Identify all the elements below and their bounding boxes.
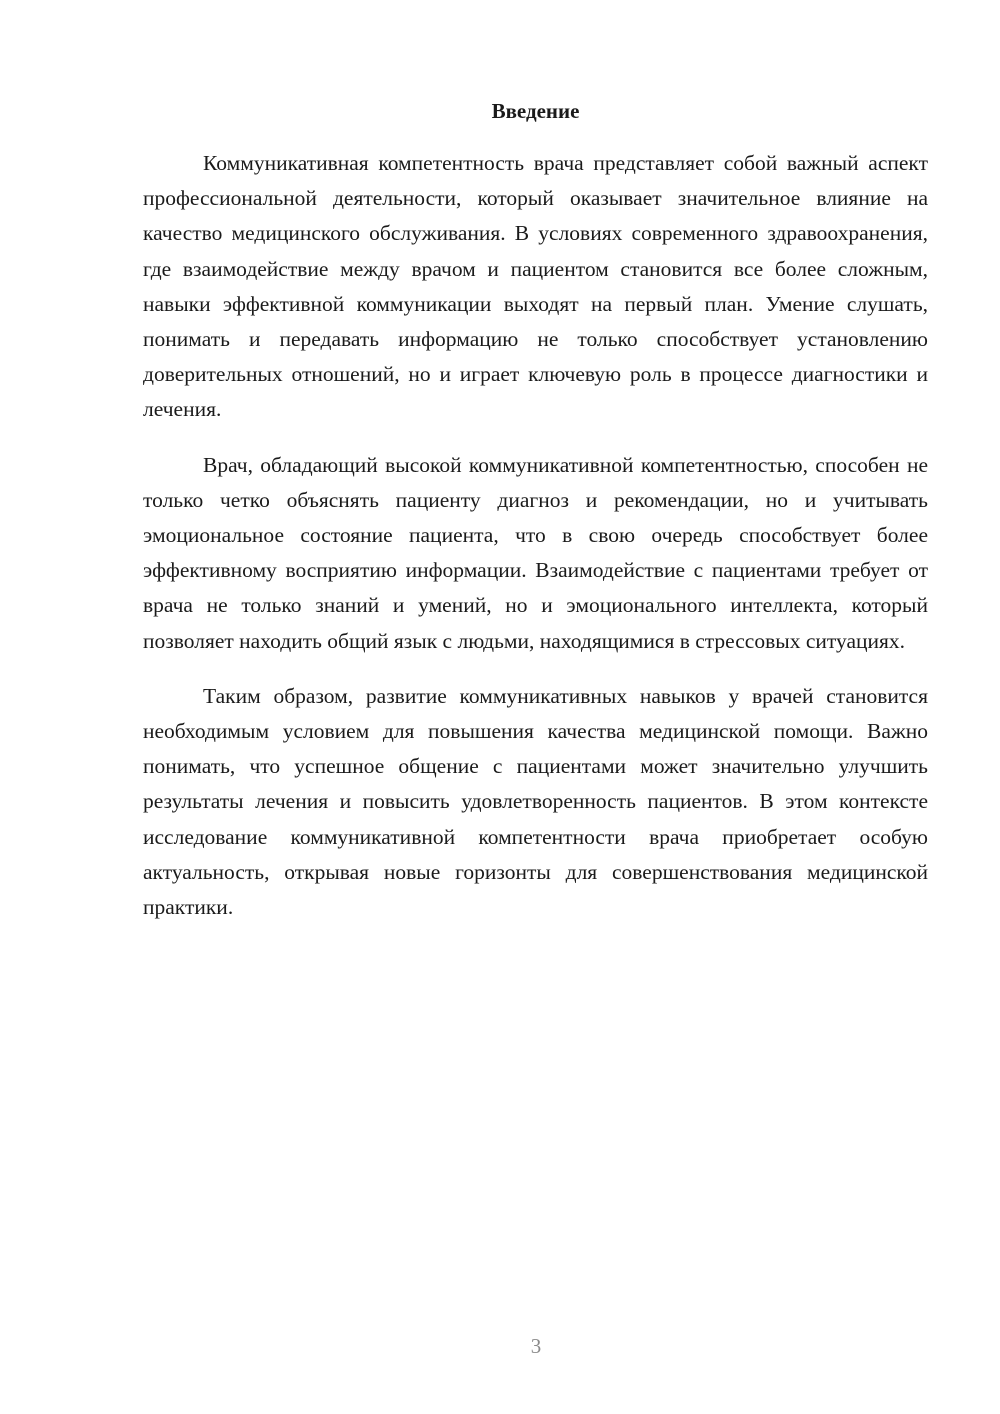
page-number: 3	[530, 1334, 542, 1358]
paragraph-2: Врач, обладающий высокой коммуникативной компетентностью, способен не только четко объяснять пациенту диагноз и рекомендации, но и учитывать эмоциональное состояние пациента, что в свою очередь способствует более эффективному восприятию информации. Взаимодействие с пациентами требует от врача не только знаний и умений, но и эмоционального интеллекта, который позволяет находить общий язык с людьми, находящимися в стрессовых ситуациях.	[143, 452, 928, 653]
paragraph-3: Таким образом, развитие коммуникативных навыков у врачей становится необходимым условием для повышения качества медицинской помощи. Важно понимать, что успешное общение с пациентами может значительно улучшить результаты лечения и повысить удовлетворенность пациентов. В этом контексте исследование коммуникативной компетентности врача приобретает особую актуальность, открывая новые горизонты для совершенствования медицинской практики.	[143, 683, 928, 920]
paragraph-1: Коммуникативная компетентность врача представляет собой важный аспект профессиональной деятельности, который оказывает значительное влияние на качество медицинского обслуживания. В условиях современного здравоохранения, где взаимодействие между врачом и пациентом становится все более сложным, навыки эффективной коммуникации выходят на первый план. Умение слушать, понимать и передавать информацию не только способствует установлению доверительных отношений, но и играет ключевую роль в процессе диагностики и лечения.	[143, 151, 928, 422]
section-title: Введение	[491, 99, 580, 123]
page-content	[143, 96, 928, 945]
